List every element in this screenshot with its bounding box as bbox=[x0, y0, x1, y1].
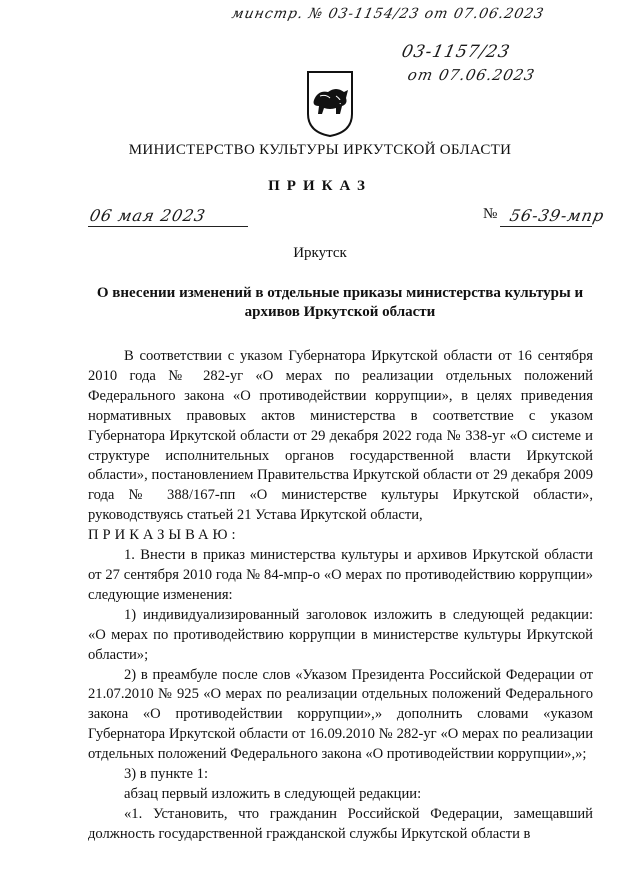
number-sign: № bbox=[483, 206, 498, 222]
paragraph-subitem-1: 1) индивидуализированный заголовок изложить в следующей редакции: «О мерах по противодействию коррупции в министерстве культуры Иркутской области»; bbox=[88, 606, 593, 663]
handwritten-reg-number: 03-1157/23 bbox=[399, 42, 513, 62]
number-underline bbox=[500, 226, 592, 227]
handwritten-registration-note: минстр. № 03-1154/23 от 07.06.2023 bbox=[230, 6, 546, 22]
handwritten-order-date: 06 мая 2023 bbox=[87, 206, 208, 225]
paragraph-order-word: ПРИКАЗЫВАЮ: bbox=[88, 527, 240, 544]
coat-of-arms-emblem bbox=[306, 70, 354, 138]
handwritten-order-number: 56-39-мпр bbox=[507, 206, 607, 225]
document-title: О внесении изменений в отдельные приказы министерства культуры и архивов Иркутской области bbox=[96, 285, 584, 320]
paragraph-preamble: В соответствии с указом Губернатора Иркутской области от 16 сентября 2010 года № 282-уг «О мерах по реализации отдельных положений Федерального закона «О противодействии коррупции», в целях приведения нормативных правовых актов министерства в соответствие с указом Губернатора Иркутской области от 29 декабря 2022 года № 338-уг «О системе и структуре исполнительных органов государственной власти Иркутской области», постановлением Правительства Иркутской области от 29 декабря 2009 года № 388/167-пп «О министерстве культуры Иркутской области», руководствуясь статьей 21 Устава Иркутской области, bbox=[88, 348, 593, 524]
paragraph-abzac: абзац первый изложить в следующей редакции: bbox=[124, 785, 422, 802]
document-type-heading: ПРИКАЗ bbox=[268, 178, 372, 194]
paragraph-subitem-2: 2) в преамбуле после слов «Указом Президента Российской Федерации от 21.07.2010 № 925 «О мерах по реализации отдельных положений Федерального закона «О противодействии коррупции»,» дополнить словами «указом Губернатора Иркутской области от 16.09.2010 № 282-уг «О мерах по реализации отдельных положений Федерального закона «О противодействии коррупции»,»; bbox=[88, 666, 593, 763]
document-body bbox=[88, 347, 593, 845]
paragraph-item-1: 1. Внести в приказ министерства культуры и архивов Иркутской области от 27 сентября 2010 года № 84-мпр-о «О мерах по противодействию коррупции» следующие изменения: bbox=[88, 547, 593, 603]
ministry-name: МИНИСТЕРСТВО КУЛЬТУРЫ ИРКУТСКОЙ ОБЛАСТИ bbox=[128, 142, 512, 158]
city-name: Иркутск bbox=[293, 245, 347, 261]
date-underline bbox=[88, 226, 248, 227]
handwritten-reg-date: от 07.06.2023 bbox=[406, 66, 537, 84]
paragraph-subitem-3: 3) в пункте 1: bbox=[124, 766, 209, 783]
paragraph-quote-1: «1. Установить, что гражданин Российской Федерации, замещавший должность государственной гражданской службы Иркутской области в bbox=[88, 805, 593, 842]
